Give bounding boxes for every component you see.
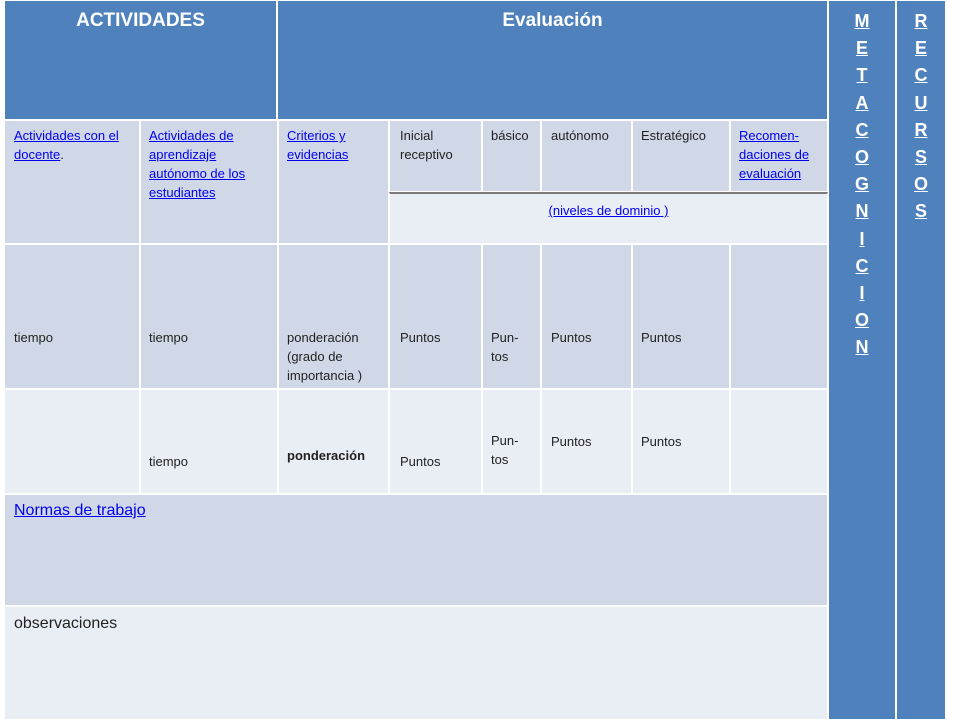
subheader-niveles <box>389 192 828 244</box>
row2-estrategico-puntos <box>632 389 730 494</box>
metacognicion-letter[interactable]: E <box>855 38 868 59</box>
row1-ponderacion <box>278 244 389 389</box>
criterios-link[interactable]: Criterios y evidencias <box>287 128 349 162</box>
metacognicion-letter[interactable]: T <box>856 65 868 86</box>
row2-empty <box>4 389 140 494</box>
subheader-actividades-docente <box>4 120 140 244</box>
normas-link[interactable]: Normas de trabajo <box>14 502 146 519</box>
actividades-autonomo-link[interactable]: Actividades de aprendizaje autónomo de los estudiantes <box>149 128 246 200</box>
header-actividades-label: ACTIVIDADES <box>76 10 205 31</box>
row1-c6: Puntos <box>551 330 592 345</box>
row2-basico-puntos <box>482 389 541 494</box>
observaciones-row <box>4 606 828 720</box>
metacognicion-column <box>828 0 896 720</box>
row2-c4: Puntos <box>400 454 441 469</box>
row2-inicial-puntos <box>389 389 482 494</box>
observaciones-label: observaciones <box>14 615 118 632</box>
recursos-letter[interactable]: E <box>914 38 927 59</box>
metacognicion-letter[interactable]: G <box>854 174 869 195</box>
estrategico-label: Estratégico <box>641 128 707 143</box>
row1-tiempo-autonomo <box>140 244 278 389</box>
subheader-estrategico <box>632 120 730 192</box>
actividades-docente-suffix: . <box>60 147 64 162</box>
inicial-label: Inicial receptivo <box>400 128 453 162</box>
row1-c5: Pun-tos <box>491 330 519 364</box>
metacognicion-letter[interactable]: O <box>854 147 869 168</box>
row1-basico-puntos <box>482 244 541 389</box>
row2-c3: ponderación <box>287 448 366 463</box>
row1-c4: Puntos <box>400 330 441 345</box>
metacognicion-letter[interactable]: C <box>855 255 869 276</box>
row2-c7: Puntos <box>641 434 682 449</box>
autonomo-label: autónomo <box>551 128 609 143</box>
recursos-letter[interactable]: S <box>914 147 927 168</box>
row1-c3: ponderación (grado de importancia ) <box>287 330 363 383</box>
actividades-docente-link[interactable]: Actividades con el docente <box>14 128 119 162</box>
recursos-column <box>896 0 946 720</box>
row1-inicial-puntos <box>389 244 482 389</box>
row2-tiempo <box>140 389 278 494</box>
subheader-actividades-autonomo <box>140 120 278 244</box>
subheader-recomendaciones <box>730 120 828 192</box>
subheader-criterios <box>278 120 389 244</box>
metacognicion-letter[interactable]: I <box>859 283 865 304</box>
metacognicion-letter[interactable]: C <box>855 119 869 140</box>
recursos-letter[interactable]: R <box>914 11 928 31</box>
row2-recomendaciones <box>730 389 828 494</box>
metacognicion-letter[interactable]: O <box>854 310 869 331</box>
subheader-basico <box>482 120 541 192</box>
metacognicion-letter[interactable]: A <box>855 92 869 113</box>
row1-tiempo-docente <box>4 244 140 389</box>
basico-label: básico <box>491 128 529 143</box>
row1-c7: Puntos <box>641 330 682 345</box>
row1-estrategico-puntos <box>632 244 730 389</box>
row1-c1: tiempo <box>14 330 54 345</box>
subheader-inicial <box>389 120 482 192</box>
metacognicion-letter[interactable]: M <box>854 11 870 31</box>
row2-autonomo-puntos <box>541 389 632 494</box>
recursos-link[interactable] <box>897 8 945 226</box>
row2-c2: tiempo <box>149 454 189 469</box>
niveles-link[interactable]: (niveles de dominio ) <box>548 203 669 218</box>
header-actividades <box>4 0 277 120</box>
header-evaluacion <box>277 0 828 120</box>
recursos-letter[interactable]: O <box>913 174 928 195</box>
recursos-letter[interactable]: U <box>914 92 928 113</box>
metacognicion-letter[interactable]: N <box>855 337 869 358</box>
recomendaciones-link[interactable]: Recomen-daciones de evaluación <box>739 128 810 181</box>
row2-ponderacion <box>278 389 389 494</box>
recursos-letter[interactable]: C <box>914 65 928 86</box>
row1-recomendaciones <box>730 244 828 389</box>
recursos-letter[interactable]: R <box>914 119 928 140</box>
recursos-letter[interactable]: S <box>914 201 927 222</box>
header-evaluacion-label: Evaluación <box>502 10 603 31</box>
metacognicion-letter[interactable]: I <box>859 228 865 249</box>
row2-c5: Pun-tos <box>491 433 519 467</box>
metacognicion-link[interactable] <box>829 8 895 362</box>
normas-row <box>4 494 828 606</box>
row1-autonomo-puntos <box>541 244 632 389</box>
metacognicion-letter[interactable]: N <box>855 201 869 222</box>
row1-c2: tiempo <box>149 330 189 345</box>
row2-c6: Puntos <box>551 434 592 449</box>
subheader-autonomo <box>541 120 632 192</box>
